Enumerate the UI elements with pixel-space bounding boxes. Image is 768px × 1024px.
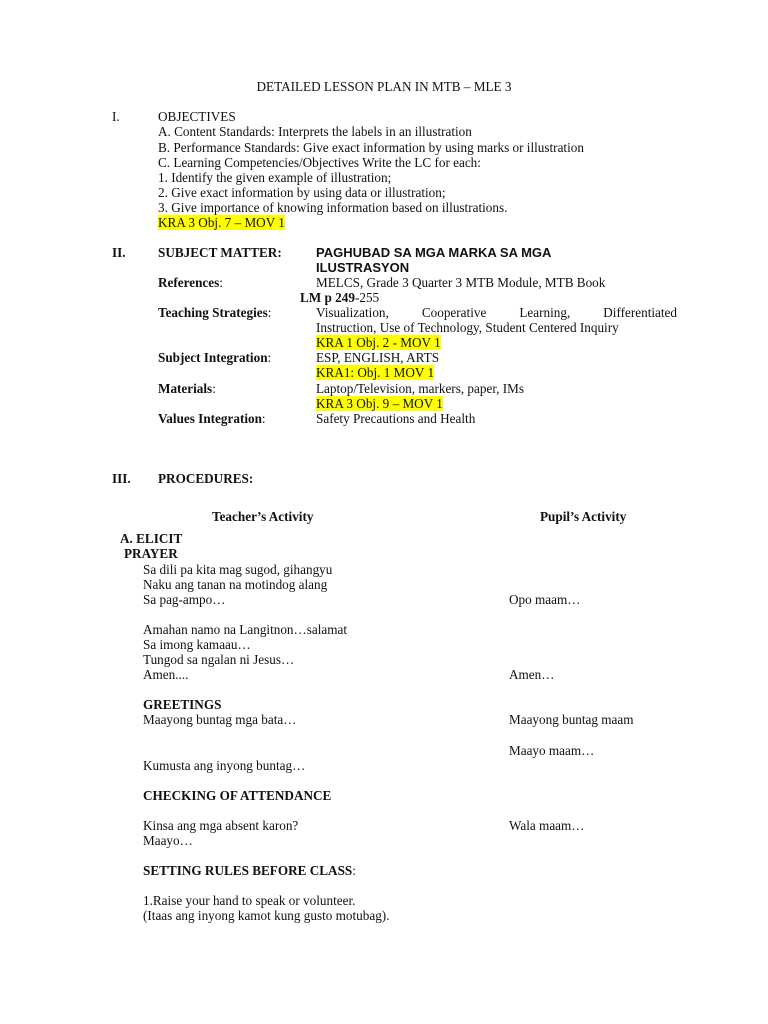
- pupil-line: Opo maam…: [509, 592, 581, 607]
- lm-pages-bold: LM p 249: [300, 290, 355, 305]
- teacher-line: Sa dili pa kita mag sugod, gihangyu: [143, 562, 333, 577]
- prayer-heading: PRAYER: [124, 546, 178, 561]
- strategy-word: Learning,: [519, 305, 571, 320]
- subject-matter-title-cont: ILUSTRASYON: [316, 260, 410, 275]
- elicit-heading: A. ELICIT: [120, 531, 183, 546]
- lm-pages-rest: -255: [354, 290, 380, 305]
- section-numeral-1: I.: [112, 109, 120, 124]
- objective-line: B. Performance Standards: Give exact information by using marks or illustration: [158, 140, 584, 155]
- objective-line: C. Learning Competencies/Objectives Write the LC for each:: [158, 155, 481, 170]
- kra-highlight: [316, 396, 443, 411]
- subject-matter-label: SUBJECT MATTER:: [158, 245, 282, 260]
- kra-highlight: [158, 215, 285, 230]
- integration-value: ESP, ENGLISH, ARTS: [316, 350, 440, 365]
- pupil-line: Wala maam…: [509, 818, 585, 833]
- pupil-line: Maayo maam…: [509, 743, 595, 758]
- objective-line: 2. Give exact information by using data or illustration;: [158, 185, 446, 200]
- materials-value: Laptop/Television, markers, paper, IMs: [316, 381, 525, 396]
- pupil-line: Amen…: [509, 667, 555, 682]
- pupil-activity-header: Pupil’s Activity: [540, 509, 627, 524]
- strategy-word: Differentiated: [603, 305, 677, 320]
- lm-pages: [300, 290, 379, 305]
- teacher-line: Naku ang tanan na motindog alang: [143, 577, 328, 592]
- rules-heading: SETTING RULES BEFORE CLASS: [143, 863, 353, 878]
- values-label: Values Integration: [158, 411, 262, 426]
- objective-line: 1. Identify the given example of illustration;: [158, 170, 392, 185]
- greetings-heading: GREETINGS: [143, 697, 222, 712]
- document-title: DETAILED LESSON PLAN IN MTB – MLE 3: [256, 79, 512, 94]
- references-label: References: [158, 275, 220, 290]
- teacher-line: Kumusta ang inyong buntag…: [143, 758, 306, 773]
- colon: :: [267, 305, 272, 320]
- teacher-line: Tungod sa ngalan ni Jesus…: [143, 652, 295, 667]
- integration-row: [158, 350, 271, 365]
- kra-text: KRA 3 Obj. 9 – MOV 1: [316, 396, 443, 411]
- rule-line: 1.Raise your hand to speak or volunteer.: [143, 893, 356, 908]
- rule-line: (Itaas ang inyong kamot kung gusto motubag).: [143, 908, 390, 923]
- strategies-row: [158, 305, 271, 320]
- objective-line: A. Content Standards: Interprets the labels in an illustration: [158, 124, 472, 139]
- kra-highlight: [316, 335, 441, 350]
- kra-text: KRA 1 Obj. 2 - MOV 1: [316, 335, 441, 350]
- teacher-line: Sa pag-ampo…: [143, 592, 226, 607]
- section-numeral-2: II.: [112, 245, 126, 260]
- teacher-activity-header: Teacher’s Activity: [212, 509, 314, 524]
- strategy-word: Visualization,: [316, 305, 389, 320]
- materials-row: [158, 381, 216, 396]
- teacher-line: Amahan namo na Langitnon…salamat: [143, 622, 347, 637]
- teacher-line: Kinsa ang mga absent karon?: [143, 818, 299, 833]
- rules-heading-row: [143, 863, 356, 878]
- strategies-line-cont: Instruction, Use of Technology, Student Centered Inquiry: [316, 320, 619, 335]
- teacher-line: Sa imong kamaau…: [143, 637, 251, 652]
- objective-line: 3. Give importance of knowing information based on illustrations.: [158, 200, 508, 215]
- colon: :: [212, 381, 216, 396]
- colon: :: [219, 275, 223, 290]
- teacher-line: Amen....: [143, 667, 189, 682]
- values-row: [158, 411, 266, 426]
- strategies-label: Teaching Strategies: [158, 305, 268, 320]
- colon: :: [261, 411, 266, 426]
- references-value: MELCS, Grade 3 Quarter 3 MTB Module, MTB Book: [316, 275, 606, 290]
- values-value: Safety Precautions and Health: [316, 411, 476, 426]
- materials-label: Materials: [158, 381, 213, 396]
- pupil-line: Maayong buntag maam: [509, 712, 634, 727]
- strategy-word: Cooperative: [421, 305, 487, 320]
- teacher-line: Maayong buntag mga bata…: [143, 712, 297, 727]
- procedures-heading: PROCEDURES:: [158, 471, 254, 486]
- colon: :: [267, 350, 272, 365]
- strategies-line: [316, 305, 677, 320]
- subject-matter-title: PAGHUBAD SA MGA MARKA SA MGA: [316, 245, 552, 260]
- teacher-line: Maayo…: [143, 833, 193, 848]
- kra-highlight: [316, 365, 434, 380]
- references-row: [158, 275, 223, 290]
- kra-text: KRA1: Obj. 1 MOV 1: [316, 365, 435, 380]
- section-numeral-3: III.: [112, 471, 131, 486]
- attendance-heading: CHECKING OF ATTENDANCE: [143, 788, 332, 803]
- kra-text: KRA 3 Obj. 7 – MOV 1: [158, 215, 285, 230]
- colon: :: [352, 863, 356, 878]
- integration-label: Subject Integration: [158, 350, 268, 365]
- objectives-heading: OBJECTIVES: [158, 109, 236, 124]
